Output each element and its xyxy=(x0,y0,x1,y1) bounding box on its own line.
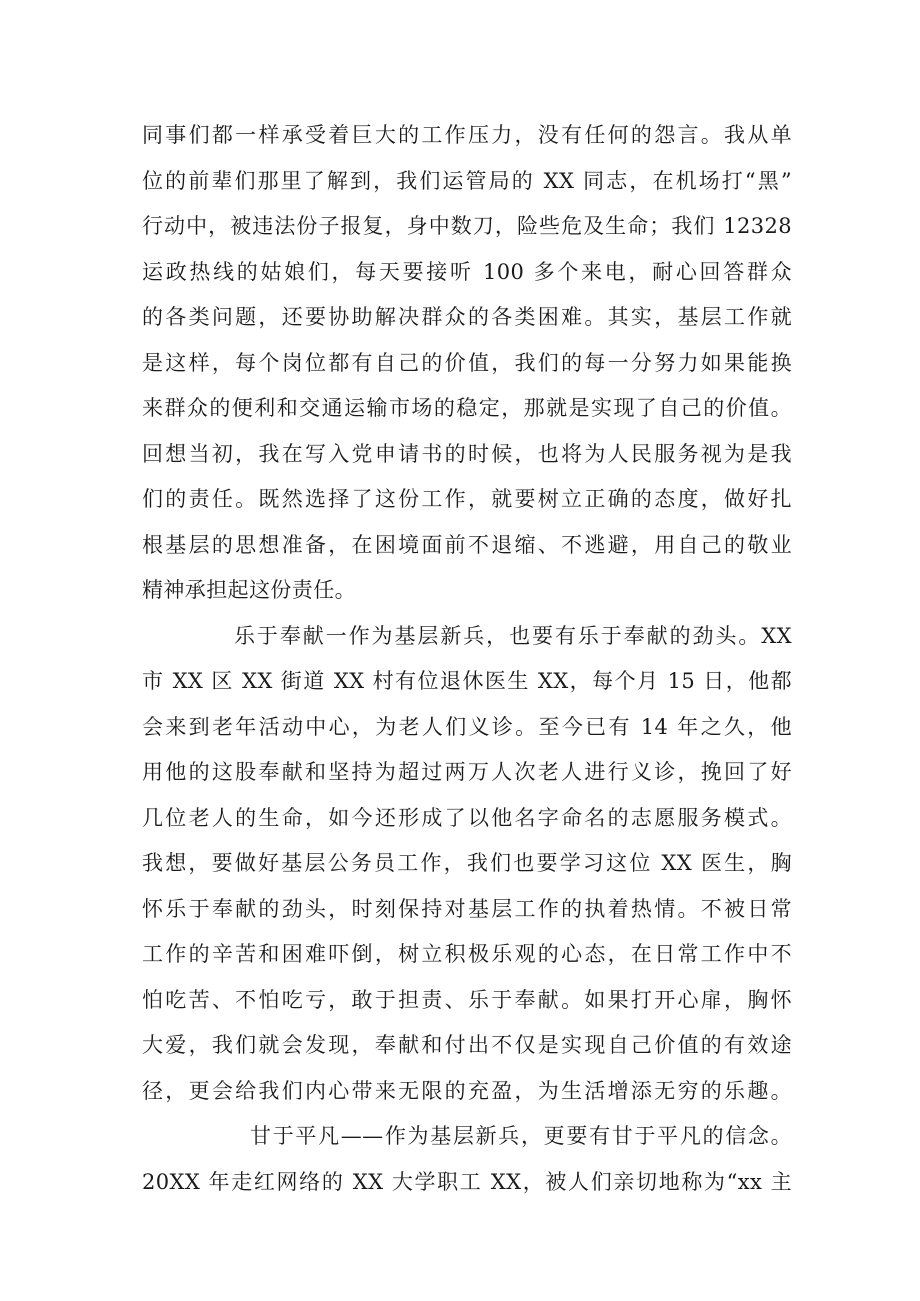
text-line: 径，更会给我们内心带来无限的充盈，为生活增添无穷的乐趣。 xyxy=(142,1078,792,1103)
text-line: 位的前辈们那里了解到，我们运管局的 XX 同志，在机场打“黑” xyxy=(142,168,792,193)
text-line: 会来到老年活动中心，为老人们义诊。至今已有 14 年之久，他 xyxy=(142,714,792,739)
paragraph-heading-line: 甘于平凡——作为基层新兵，更要有甘于平凡的信念。 xyxy=(250,1124,792,1148)
text-line: 20XX 年走红网络的 XX 大学职工 XX，被人们亲切地称为“xx 主 xyxy=(142,1169,792,1194)
text-line: 根基层的思想准备，在困境面前不退缩、不逃避，用自己的敬业 xyxy=(142,532,792,557)
text-line: 我想，要做好基层公务员工作，我们也要学习这位 XX 医生，胸 xyxy=(142,851,792,875)
text-line: 工作的辛苦和困难吓倒，树立积极乐观的心态，在日常工作中不 xyxy=(142,942,792,966)
text-line: 是这样，每个岗位都有自己的价值，我们的每一分努力如果能换 xyxy=(142,350,792,375)
text-line: 同事们都一样承受着巨大的工作压力，没有任何的怨言。我从单 xyxy=(142,123,792,147)
document-body xyxy=(142,118,792,1210)
text-line: 们的责任。既然选择了这份工作，就要树立正确的态度，做好扎 xyxy=(142,487,792,511)
text-line: 行动中，被违法份子报复，身中数刀，险些危及生命；我们 12328 xyxy=(142,214,792,238)
text-line: 来群众的便利和交通运输市场的稳定，那就是实现了自己的价值。 xyxy=(142,396,792,420)
text-line: 用他的这股奉献和坚持为超过两万人次老人进行义诊，挽回了好 xyxy=(142,760,792,784)
text-line: 的各类问题，还要协助解决群众的各类困难。其实，基层工作就 xyxy=(142,305,792,329)
text-line: 几位老人的生命，如今还形成了以他名字命名的志愿服务模式。 xyxy=(142,805,792,830)
text-line: 市 XX 区 XX 街道 XX 村有位退休医生 XX，每个月 15 日，他都 xyxy=(142,669,792,693)
text-line: 大爱，我们就会发现，奉献和付出不仅是实现自己价值的有效途 xyxy=(142,1033,792,1057)
text-line: 怕吃苦、不怕吃亏，敢于担责、乐于奉献。如果打开心扉，胸怀 xyxy=(142,987,792,1012)
text-line: 运政热线的姑娘们，每天要接听 100 多个来电，耐心回答群众 xyxy=(142,259,792,284)
text-line: 怀乐于奉献的劲头，时刻保持对基层工作的执着热情。不被日常 xyxy=(142,896,792,921)
paragraph-heading-line: 乐于奉献一作为基层新兵，也要有乐于奉献的劲头。XX xyxy=(234,623,792,648)
text-line: 回想当初，我在写入党申请书的时候，也将为人民服务视为是我 xyxy=(142,441,792,466)
text-line: 精神承担起这份责任。 xyxy=(142,578,356,602)
